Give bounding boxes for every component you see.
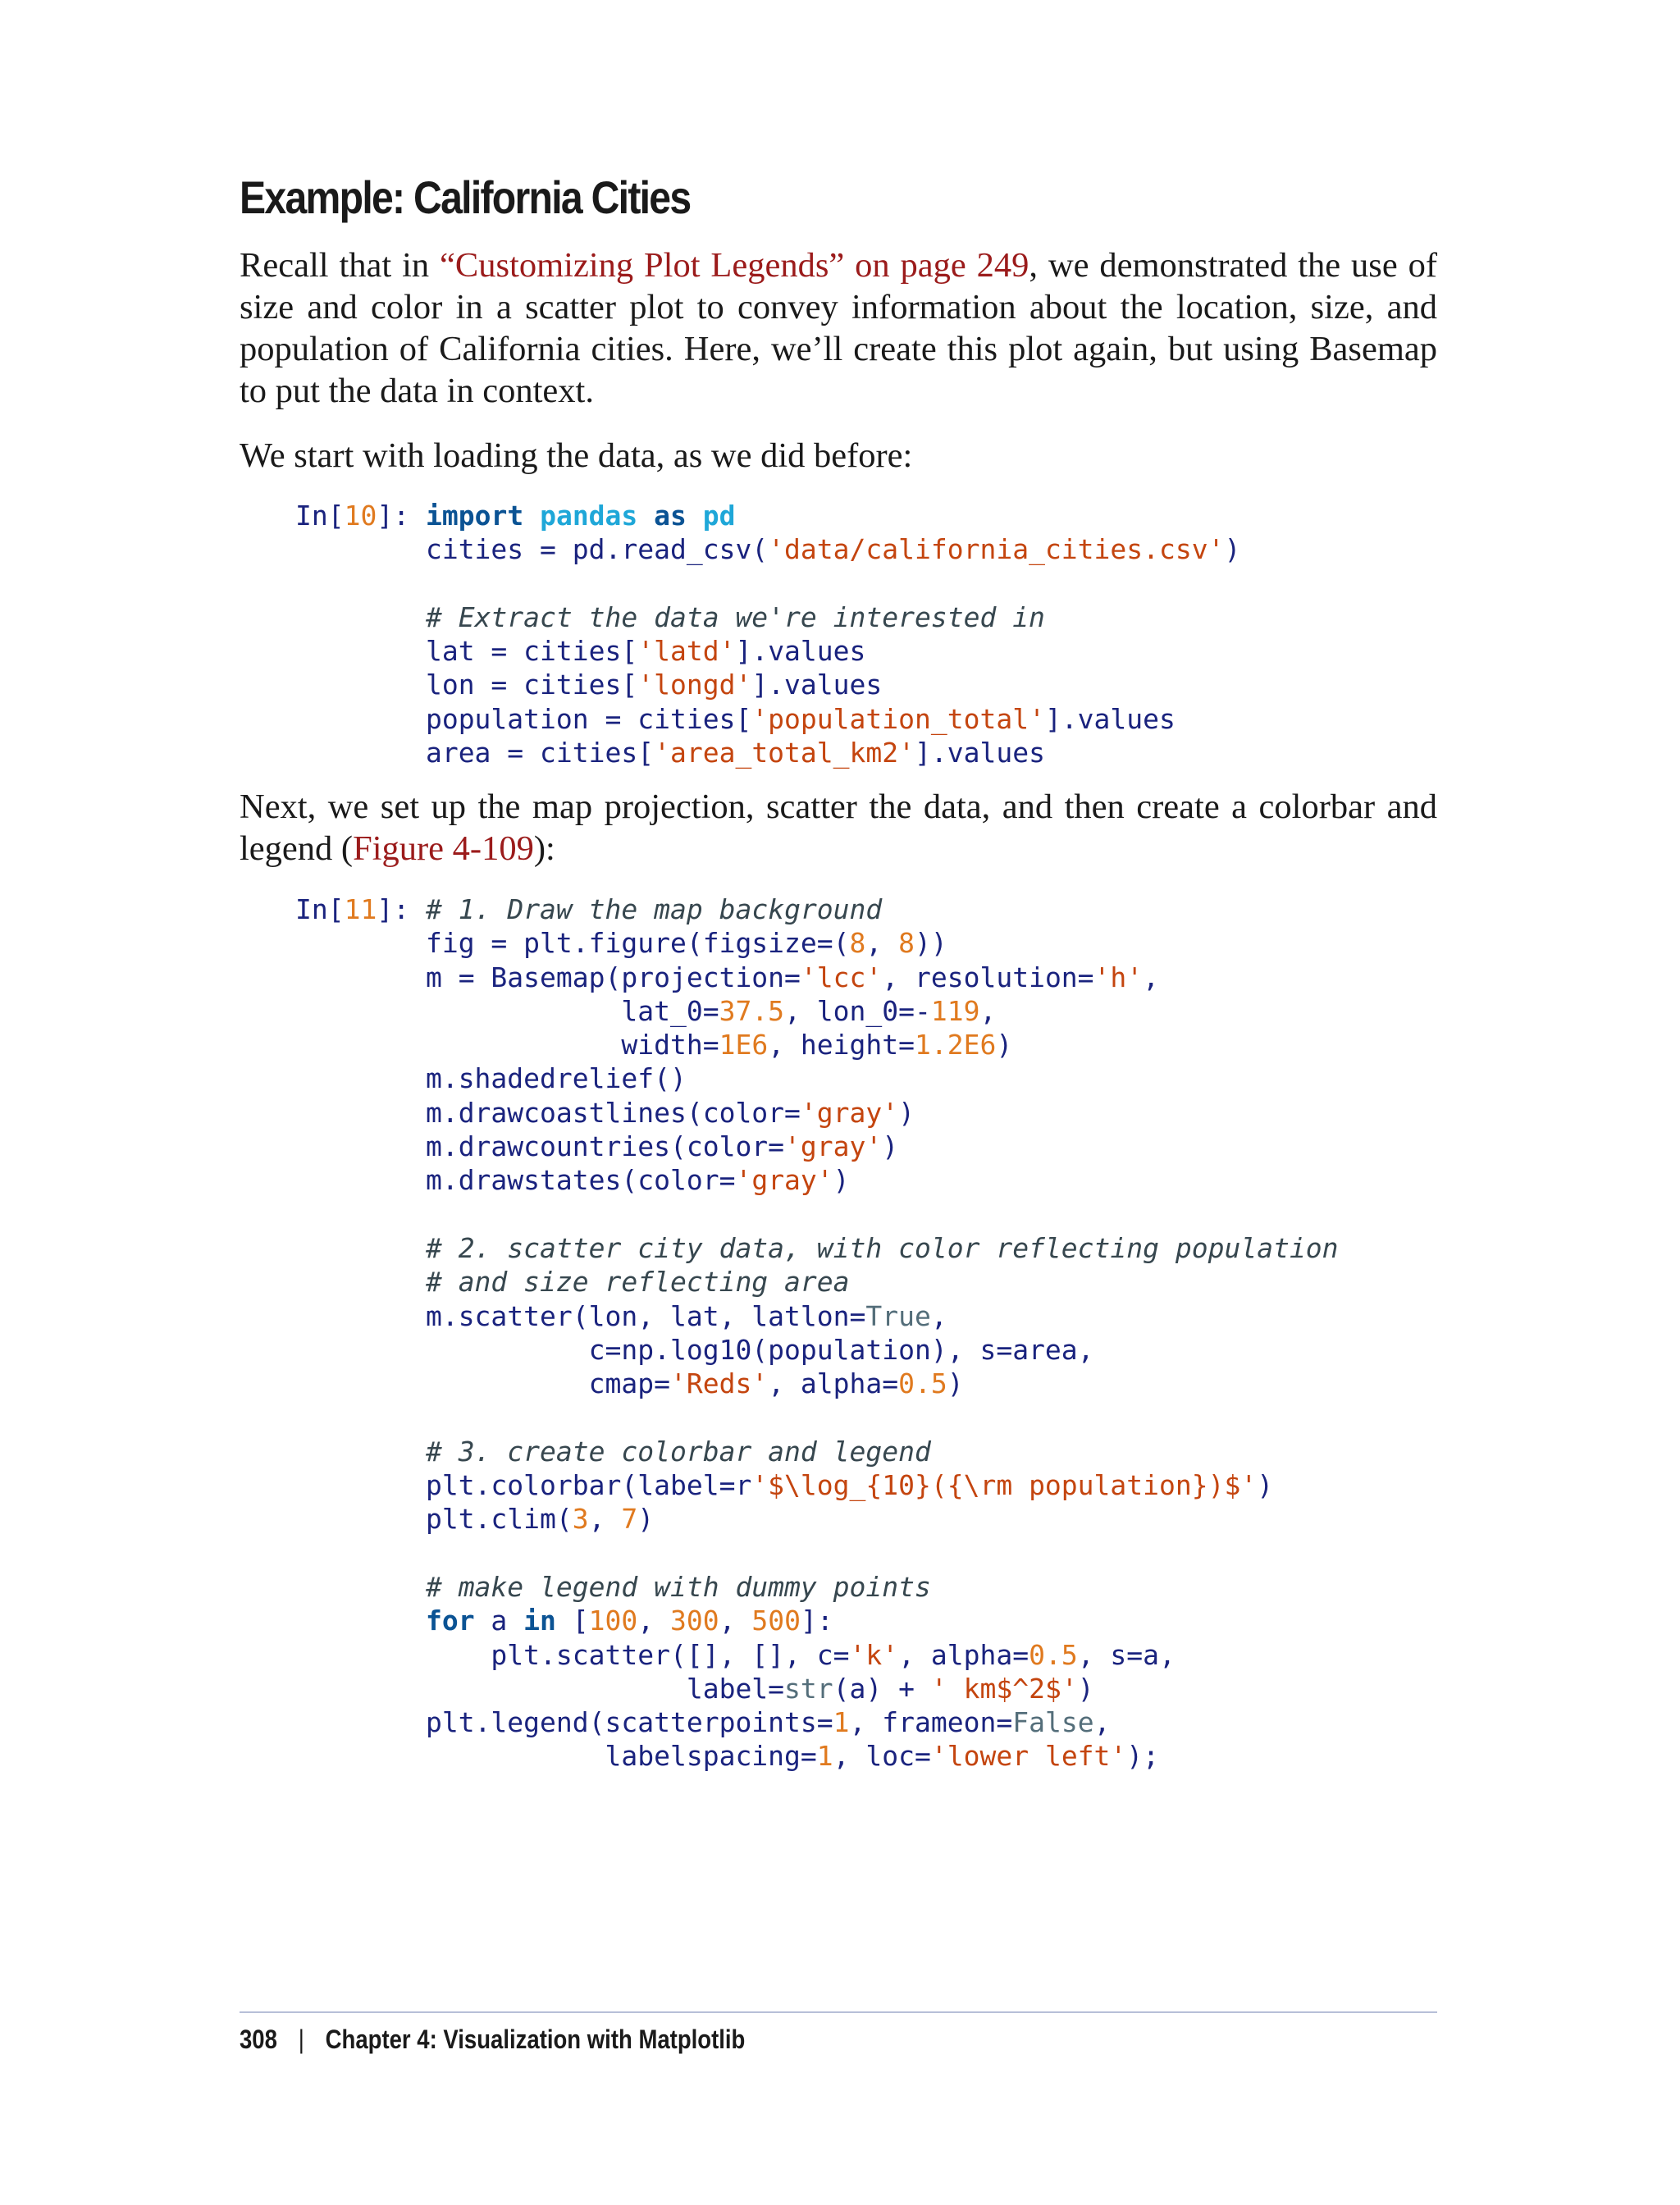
code-line: width=1E6, height=1.2E6) — [425, 1029, 1013, 1061]
code-line: lat = cities['latd'].values — [425, 635, 866, 668]
code-line — [295, 1198, 1339, 1231]
code-line: m.drawstates(color='gray') — [425, 1164, 850, 1197]
loading-paragraph: We start with loading the data, as we did before: — [240, 436, 913, 475]
code-line: plt.legend(scatterpoints=1, frameon=False, — [425, 1706, 1111, 1739]
code-line: plt.clim(3, 7) — [425, 1503, 655, 1536]
code-line: m = Basemap(projection='lcc', resolution='h', — [425, 961, 1160, 993]
code-line — [295, 1536, 1339, 1570]
code-line: m.shadedrelief() — [425, 1062, 687, 1095]
code-line: # 3. create colorbar and legend — [425, 1435, 931, 1468]
code-line: cities = pd.read_csv('data/california_cities.csv') — [425, 533, 1241, 566]
intro-text-start: Recall that in — [240, 246, 441, 285]
chapter-title: Chapter 4: Visualization with Matplotlib — [325, 2025, 746, 2054]
code-line: # and size reflecting area — [425, 1266, 850, 1299]
code-line: # 2. scatter city data, with color reflecting population — [425, 1231, 1339, 1264]
cell-prompt: In[10]: — [295, 500, 410, 532]
cell-prompt: In[11]: — [295, 893, 410, 925]
code-line: # make legend with dummy points — [425, 1570, 931, 1603]
code-line: labelspacing=1, loc='lower left'); — [425, 1740, 1160, 1773]
cross-reference-link[interactable]: “Customizing Plot Legends” on page 249 — [440, 246, 1029, 285]
code-line — [295, 567, 1240, 600]
code-line: fig = plt.figure(figsize=(8, 8)) — [425, 927, 947, 960]
code-cell-in10 — [295, 499, 1240, 769]
code-line: In[10]: import pandas as pd — [295, 500, 736, 532]
code-line: plt.colorbar(label=r'$\log_{10}({\rm population})$') — [425, 1469, 1274, 1502]
code-line: population = cities['population_total'].values — [425, 702, 1176, 735]
code-line: c=np.log10(population), s=area, — [425, 1333, 1094, 1366]
code-line — [295, 1400, 1339, 1434]
figure-reference-link[interactable]: Figure 4-109 — [353, 829, 534, 868]
intro-paragraph — [240, 244, 1437, 412]
code-line: m.scatter(lon, lat, latlon=True, — [425, 1299, 947, 1332]
footer-separator: | — [298, 2025, 304, 2054]
footer-divider — [240, 2011, 1437, 2013]
code-line: for a in [100, 300, 500]: — [425, 1605, 833, 1637]
projection-text-start: Next, we set up the map projection, scatter the data, and then create a colorbar and legend ( — [240, 788, 1437, 868]
code-line: plt.scatter([], [], c='k', alpha=0.5, s=a, — [425, 1638, 1176, 1671]
page-number: 308 — [240, 2025, 277, 2054]
code-line: m.drawcountries(color='gray') — [425, 1130, 899, 1163]
code-line: area = cities['area_total_km2'].values — [425, 737, 1045, 769]
code-line: label=str(a) + ' km$^2$') — [425, 1672, 1094, 1705]
code-line: In[11]: # 1. Draw the map background — [295, 893, 883, 925]
projection-text-end: ): — [533, 829, 555, 868]
code-line: m.drawcoastlines(color='gray') — [425, 1096, 915, 1129]
intro-text-end: , we demonstrated the use of size and color in a scatter plot to convey information about the location, size, and population of California cities. Here, we’ll create this plot again, but using Basemap to put the data in context. — [240, 246, 1438, 410]
code-line: # Extract the data we're interested in — [425, 600, 1045, 633]
page-footer — [240, 2025, 745, 2055]
code-line: cmap='Reds', alpha=0.5) — [425, 1367, 964, 1400]
code-line: lat_0=37.5, lon_0=-119, — [425, 994, 997, 1027]
code-line: lon = cities['longd'].values — [425, 669, 883, 701]
code-cell-in11 — [295, 892, 1339, 1774]
projection-paragraph — [240, 786, 1437, 870]
section-heading: Example: California Cities — [240, 171, 691, 223]
